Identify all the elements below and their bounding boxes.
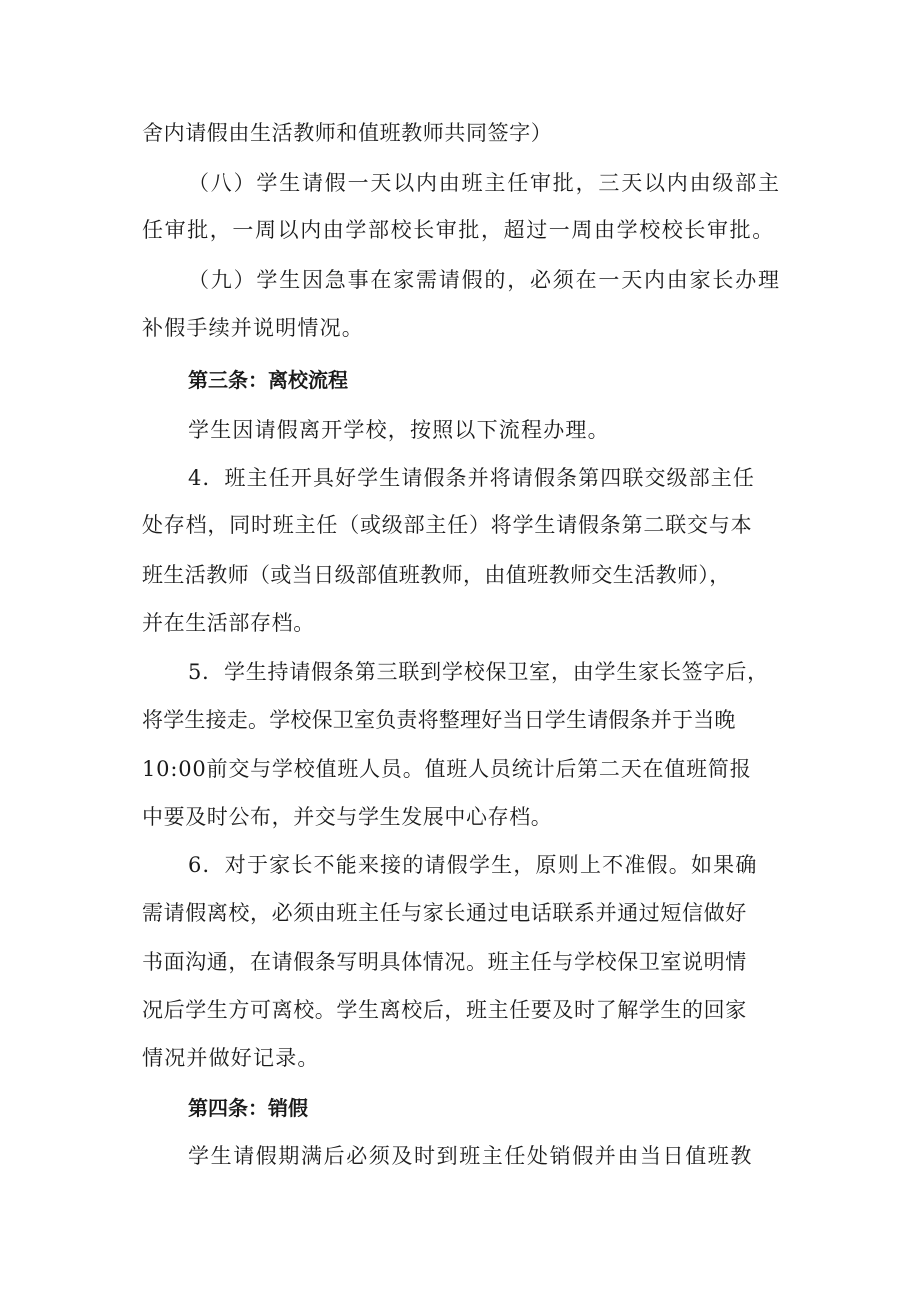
text-line: 书面沟通，在请假条写明具体情况。班主任与学校保卫室说明情: [142, 950, 747, 974]
text-line: 情况并做好记录。: [142, 1046, 320, 1070]
section-heading-article-4: 第四条：销假: [188, 1096, 308, 1120]
text-line: （八）学生请假一天以内由班主任审批，三天以内由级部主: [188, 171, 781, 195]
text-line: 学生因请假离开学校，按照以下流程办理。: [188, 418, 610, 442]
text-line: 需请假离校，必须由班主任与家长通过电话联系并通过短信做好: [142, 901, 747, 925]
text-line: 况后学生方可离校。学生离校后，班主任要及时了解学生的回家: [142, 998, 747, 1022]
text-line: 并在生活部存档。: [142, 611, 315, 635]
text-line: 学生请假期满后必须及时到班主任处销假并由当日值班教: [188, 1144, 753, 1168]
text-line: （九）学生因急事在家需请假的，必须在一天内由家长办理: [188, 268, 781, 292]
text-line: 中要及时公布，并交与学生发展中心存档。: [142, 805, 553, 829]
text-line: 班生活教师（或当日级部值班教师，由值班教师交生活教师），: [142, 563, 731, 587]
text-line: 6．对于家长不能来接的请假学生，原则上不准假。如果确: [188, 853, 758, 877]
section-heading-article-3: 第三条：离校流程: [188, 368, 348, 392]
text-line: 5．学生持请假条第三联到学校保卫室，由学生家长签字后，: [188, 660, 769, 684]
text-line: 将学生接走。学校保卫室负责将整理好当日学生请假条并于当晚: [142, 708, 736, 732]
text-line: 处存档，同时班主任（或级部主任）将学生请假条第二联交与本: [142, 513, 753, 537]
text-line: 补假手续并说明情况。: [142, 316, 364, 340]
text-line: 舍内请假由生活教师和值班教师共同签字）: [142, 121, 553, 145]
text-line: 10:00前交与学校值班人员。值班人员统计后第二天在值班简报: [142, 757, 752, 781]
text-line: 4．班主任开具好学生请假条并将请假条第四联交级部主任: [188, 466, 755, 490]
text-line: 任审批，一周以内由学部校长审批，超过一周由学校校长审批。: [142, 218, 775, 242]
